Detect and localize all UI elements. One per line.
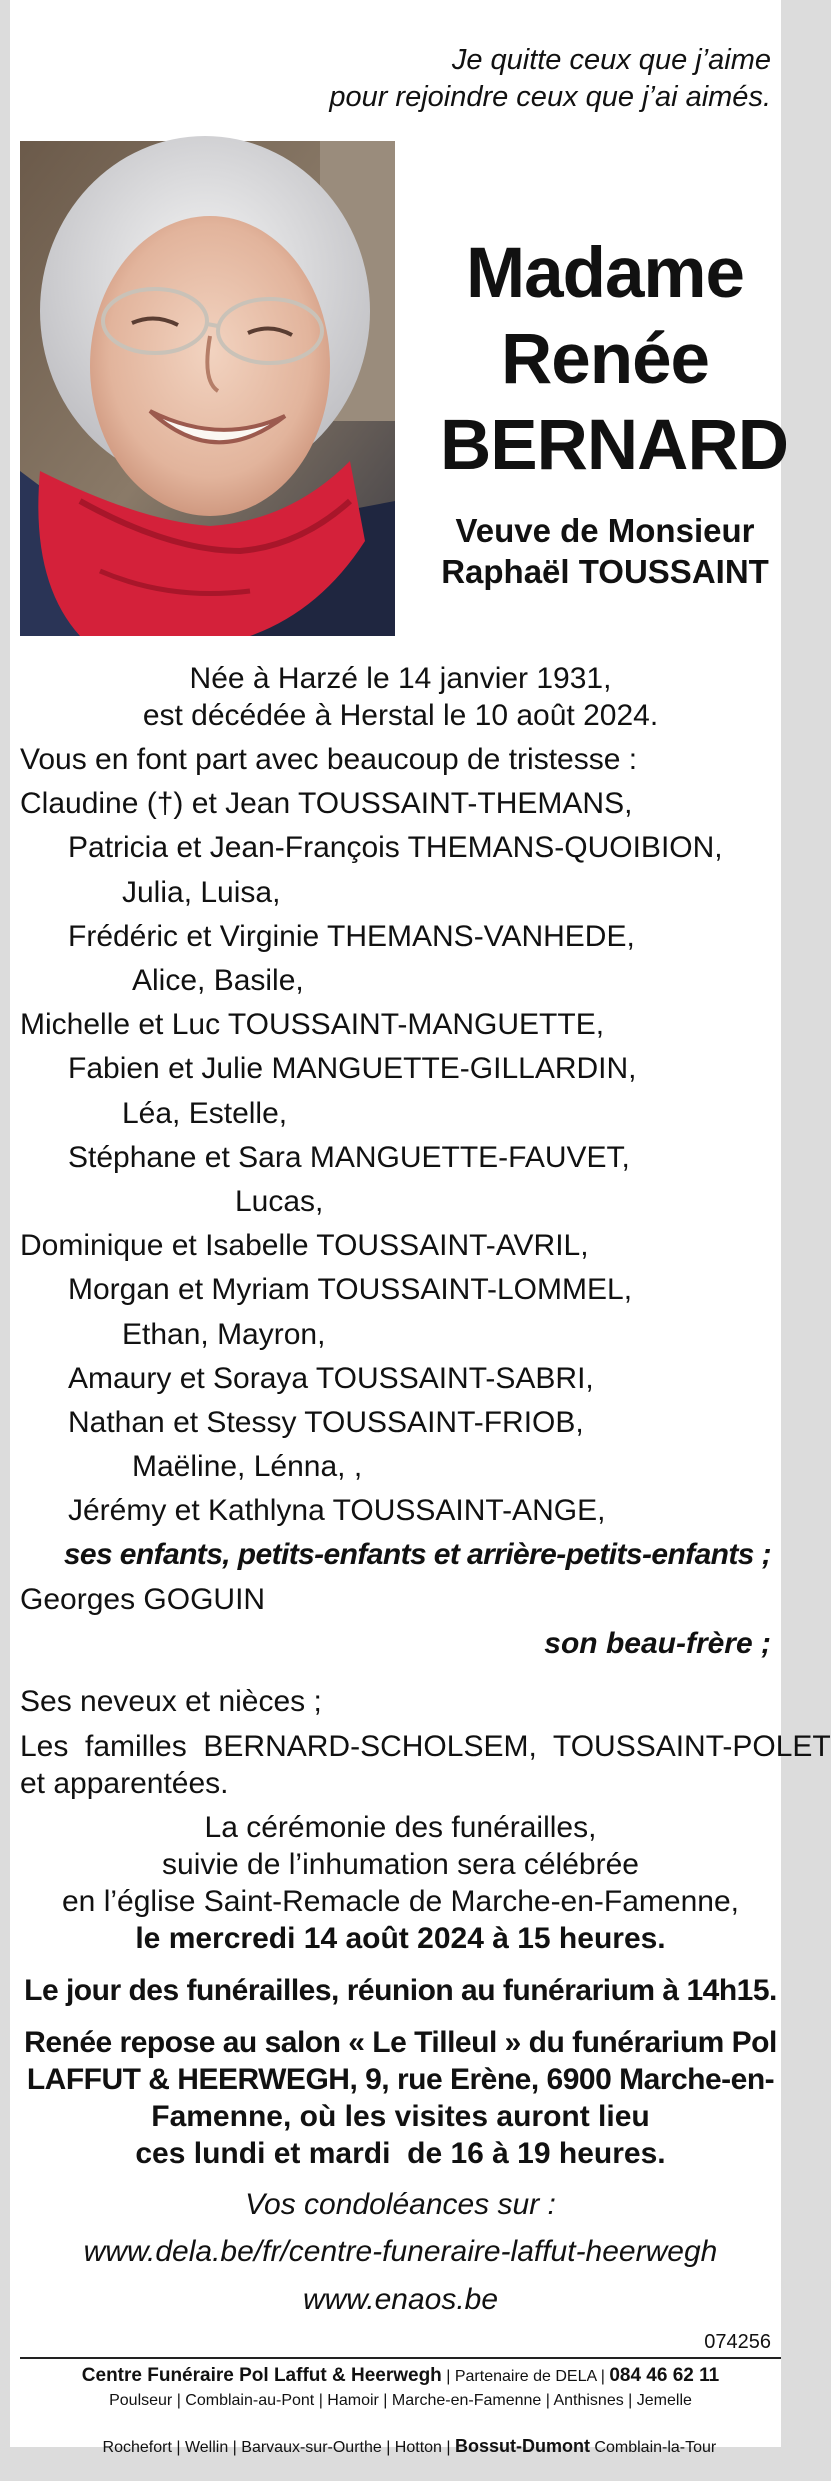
brother-in-law-caption: son beau-frère ; [544, 1627, 771, 1660]
family-line: Dominique et Isabelle TOUSSAINT-AVRIL, [20, 1229, 589, 1262]
reference-number: 074256 [704, 2331, 771, 2353]
death-line: est décédée à Herstal le 10 août 2024. [142, 699, 659, 732]
footer-bossut: Bossut-Dumont [455, 2436, 590, 2456]
name-title: Madame [465, 234, 745, 313]
footer-divider [20, 2357, 781, 2359]
family-line: Frédéric et Virginie THEMANS-VANHEDE, [68, 920, 635, 953]
visits-line-2: LAFFUT & HEERWEGH, 9, rue Erène, 6900 Marche-en- [26, 2063, 775, 2096]
quote-line-1: Je quitte ceux que j’aime [451, 44, 771, 76]
family-line: Claudine (†) et Jean TOUSSAINT-THEMANS, [20, 787, 633, 820]
quote-line-2: pour rejoindre ceux que j’ai aimés. [329, 81, 771, 113]
condolences-intro: Vos condoléances sur : [245, 2188, 556, 2221]
obituary-notice [10, 0, 831, 2456]
condolences-link-dela[interactable]: www.dela.be/fr/centre-funeraire-laffut-heerwegh [83, 2235, 718, 2268]
announcement: Vous en font part avec beaucoup de tristesse : [20, 743, 638, 776]
ceremony-date: le mercredi 14 août 2024 à 15 heures. [135, 1922, 666, 1955]
family-line: Patricia et Jean-François THEMANS-QUOIBION, [68, 831, 723, 864]
family-line: Morgan et Myriam TOUSSAINT-LOMMEL, [68, 1273, 633, 1306]
family-line: Jérémy et Kathlyna TOUSSAINT-ANGE, [68, 1494, 606, 1527]
families-line-2: et apparentées. [20, 1767, 229, 1800]
ceremony-line-1: La cérémonie des funérailles, [204, 1811, 597, 1844]
ceremony-line-3: en l’église Saint-Remacle de Marche-en-Famenne, [62, 1885, 739, 1918]
portrait-photo [20, 141, 395, 636]
widow-line-2: Raphaël TOUSSAINT [441, 553, 769, 590]
widow-line-1: Veuve de Monsieur [455, 512, 755, 549]
footer-towns-2: Rochefort | Wellin | Barvaux-sur-Ourthe | Hotton | [102, 2439, 455, 2456]
brother-in-law: Georges GOGUIN [20, 1583, 266, 1616]
portrait-illustration [20, 141, 395, 636]
condolences-link-enaos[interactable]: www.enaos.be [302, 2283, 499, 2316]
footer-company: Centre Funéraire Pol Laffut & Heerwegh [81, 2365, 442, 2386]
name-first: Renée [500, 320, 710, 399]
family-line: Léa, Estelle, [122, 1097, 288, 1130]
visits-line-4: ces lundi et mardi de 16 à 19 heures. [135, 2137, 666, 2170]
name-last: BERNARD [440, 406, 788, 485]
family-line: Amaury et Soraya TOUSSAINT-SABRI, [68, 1362, 594, 1395]
family-line: Nathan et Stessy TOUSSAINT-FRIOB, [68, 1406, 584, 1439]
family-line: Stéphane et Sara MANGUETTE-FAUVET, [68, 1141, 630, 1174]
gathering-line: Le jour des funérailles, réunion au funérarium à 14h15. [24, 1974, 777, 2007]
family-line: Michelle et Luc TOUSSAINT-MANGUETTE, [20, 1008, 605, 1041]
family-line: Fabien et Julie MANGUETTE-GILLARDIN, [68, 1052, 637, 1085]
visits-line-1: Renée repose au salon « Le Tilleul » du funérarium Pol [24, 2026, 777, 2059]
visits-line-3: Famenne, où les visites auront lieu [151, 2100, 650, 2133]
footer-towns-line-1: Poulseur | Comblain-au-Pont | Hamoir | Marche-en-Famenne | Anthisnes | Jemelle [109, 2392, 692, 2409]
children-caption: ses enfants, petits-enfants et arrière-petits-enfants ; [63, 1538, 771, 1571]
ceremony-line-2: suivie de l’inhumation sera célébrée [162, 1848, 639, 1881]
footer-phone: 084 46 62 11 [609, 2365, 720, 2386]
footer-company-line [20, 2363, 781, 2389]
family-line: Julia, Luisa, [122, 876, 281, 909]
footer-towns-2-end: Comblain-la-Tour [589, 2439, 717, 2456]
family-line: Alice, Basile, [132, 964, 304, 997]
family-line: Maëline, Lénna, , [132, 1450, 363, 1483]
birth-line: Née à Harzé le 14 janvier 1931, [189, 662, 612, 695]
footer-partner: | Partenaire de DELA | [441, 2368, 610, 2385]
family-line: Ethan, Mayron, [122, 1318, 326, 1351]
family-line: Lucas, [235, 1185, 324, 1218]
families-line-1: Les familles BERNARD-SCHOLSEM, TOUSSAINT-POLET [20, 1730, 831, 1763]
footer-towns-line-2 [20, 2413, 781, 2481]
nephews-line: Ses neveux et nièces ; [20, 1685, 322, 1718]
